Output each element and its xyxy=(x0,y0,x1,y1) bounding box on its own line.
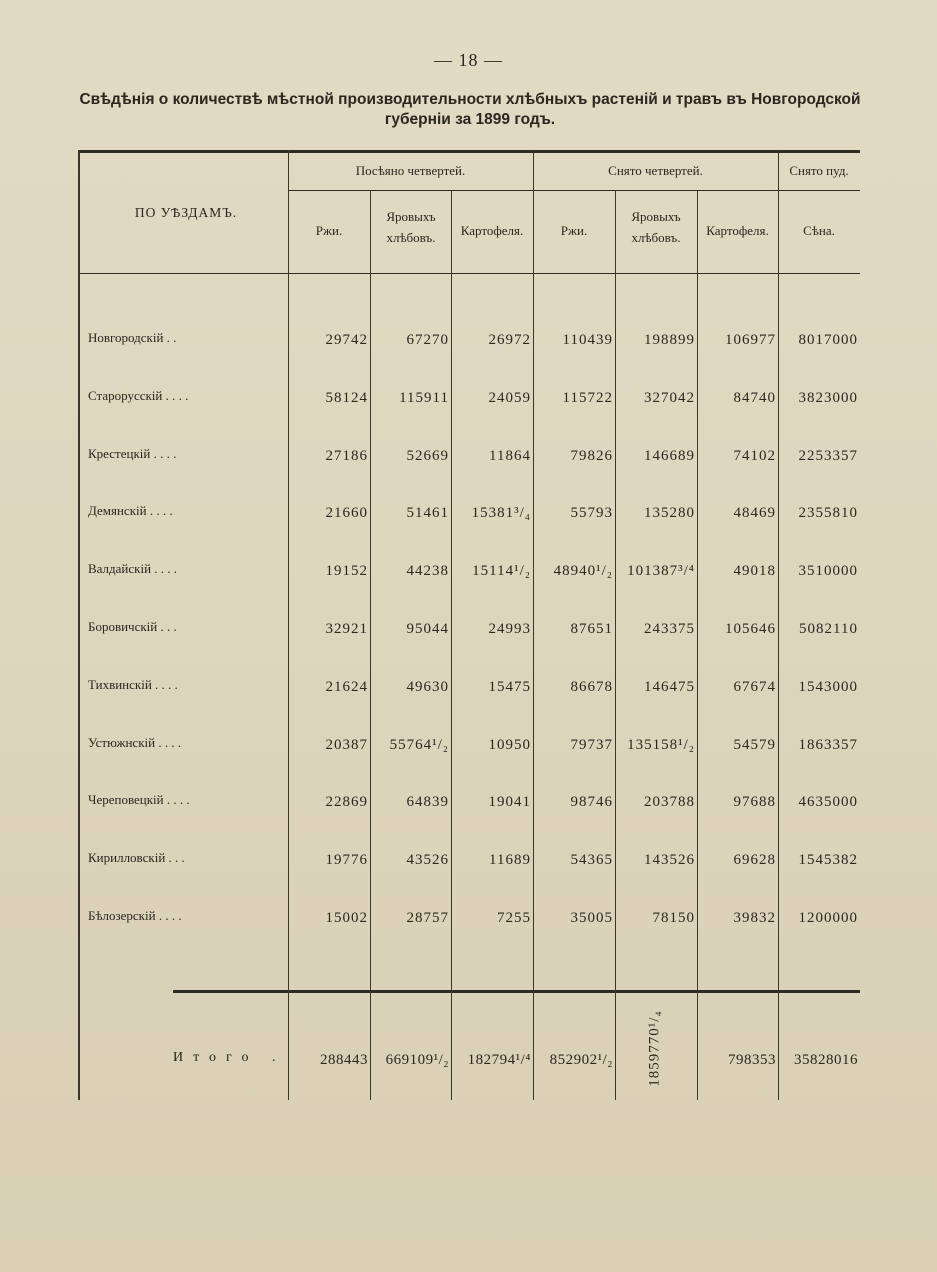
table-cell: 22869 xyxy=(325,794,368,811)
title-line-1: Свѣдѣнія о количествѣ мѣстной производительности хлѣбныхъ растеній и травъ въ Новгородской xyxy=(79,91,861,108)
table-cell: 11689 xyxy=(489,852,531,869)
table-cell: 27186 xyxy=(325,447,368,464)
table-cell: 115722 xyxy=(562,389,613,406)
table-cell: 26972 xyxy=(488,332,531,348)
table-cell: 84740 xyxy=(733,389,776,406)
group-header-rule xyxy=(288,190,860,191)
table-cell: 78150 xyxy=(652,910,695,926)
col-header-potato-harvested: Картофеля. xyxy=(706,223,769,238)
table-cell: 54365 xyxy=(570,852,613,869)
table-cell: 48940¹/₂ xyxy=(553,563,613,580)
table-cell: 97688 xyxy=(733,794,776,811)
district-name: Старорусскій . . . . xyxy=(88,387,189,403)
group-header-hay: Снято пуд. xyxy=(789,163,849,178)
page-title xyxy=(60,90,880,130)
district-name: Тихвинскій . . . . xyxy=(88,676,178,692)
table-cell: 3510000 xyxy=(798,563,858,580)
table-cell: 43526 xyxy=(406,852,449,869)
table-cell: 1200000 xyxy=(798,910,858,926)
total-label: Итого . xyxy=(173,1050,286,1065)
table-cell: 10950 xyxy=(488,736,531,753)
table-cell: 39832 xyxy=(733,910,776,926)
district-name: Демянскій . . . . xyxy=(88,503,173,519)
total-cell: 852902¹/₂ xyxy=(549,1052,613,1068)
col-header-rye-sown: Ржи. xyxy=(315,223,343,238)
table-cell: 67674 xyxy=(733,678,776,695)
table-cell: 2355810 xyxy=(798,505,858,522)
table-cell: 24059 xyxy=(488,389,531,406)
table-cell: 8017000 xyxy=(798,332,858,348)
total-cell: 1859770¹/₄ xyxy=(646,1010,663,1087)
table-cell: 105646 xyxy=(725,621,776,637)
table-cell: 79826 xyxy=(570,447,613,464)
table-cell: 143526 xyxy=(644,852,695,869)
table-cell: 4635000 xyxy=(798,794,858,811)
col-header-spring-harvested: Яровыхъ хлѣбовъ. xyxy=(631,209,681,245)
col-header-hay: Сѣна. xyxy=(803,223,835,238)
district-name: Устюжнскій . . . . xyxy=(88,734,182,750)
table-cell: 54579 xyxy=(733,736,776,753)
district-name: Бѣлозерскій . . . . xyxy=(88,908,182,923)
header-bottom-rule xyxy=(78,273,860,274)
table-cell: 86678 xyxy=(570,678,613,695)
table-top-rule xyxy=(78,150,860,153)
table-cell: 5082110 xyxy=(799,621,858,637)
table-cell: 243375 xyxy=(644,621,695,637)
table-cell: 28757 xyxy=(406,910,449,926)
table-cell: 146475 xyxy=(644,678,695,695)
table-cell: 51461 xyxy=(406,505,449,522)
table-left-rule xyxy=(78,150,80,1100)
table-cell: 2253357 xyxy=(798,447,858,464)
table-cell: 20387 xyxy=(325,736,368,753)
table-cell: 98746 xyxy=(570,794,613,811)
table-cell: 115911 xyxy=(399,389,449,406)
district-name: Новгородскій . . xyxy=(88,330,177,345)
col-header-rye-harvested: Ржи. xyxy=(560,223,588,238)
total-cell: 182794¹/⁴ xyxy=(467,1052,531,1068)
table-cell: 44238 xyxy=(406,563,449,580)
table-cell: 19776 xyxy=(325,852,368,869)
group-header-sown: Посѣяно четвертей. xyxy=(355,163,466,178)
table-cell: 327042 xyxy=(644,389,695,406)
total-cell: 669109¹/₂ xyxy=(385,1052,449,1068)
table-cell: 135280 xyxy=(644,505,695,522)
table-cell: 55793 xyxy=(570,505,613,522)
table-cell: 49630 xyxy=(406,678,449,695)
group-header-harvested: Снято четвертей. xyxy=(608,163,703,178)
table-cell: 52669 xyxy=(406,447,449,464)
table-cell: 1545382 xyxy=(798,852,858,869)
district-name: Крестецкій . . . . xyxy=(88,445,177,461)
total-cell: 288443 xyxy=(320,1052,368,1068)
table-cell: 87651 xyxy=(570,621,613,637)
table-cell: 67270 xyxy=(406,332,449,348)
table-cell: 55764¹/₂ xyxy=(389,736,449,753)
table-cell: 74102 xyxy=(733,447,776,464)
total-cell: 35828016 xyxy=(794,1052,858,1068)
table-cell: 95044 xyxy=(406,621,449,637)
district-header: ПО УѢЗДАМЪ. xyxy=(134,205,238,220)
col-rule xyxy=(615,190,616,1100)
district-name: Череповецкій . . . . xyxy=(88,792,190,808)
table-cell: 58124 xyxy=(325,389,368,406)
table-cell: 110439 xyxy=(562,332,613,348)
table-cell: 198899 xyxy=(644,332,695,348)
table-cell: 15114¹/₂ xyxy=(472,563,531,580)
table-cell: 35005 xyxy=(570,910,613,926)
table-cell: 79737 xyxy=(570,736,613,753)
table-cell: 1863357 xyxy=(798,736,858,753)
table-cell: 32921 xyxy=(325,621,368,637)
district-name: Боровичскій . . . xyxy=(88,619,177,634)
table-cell: 24993 xyxy=(488,621,531,637)
district-name: Кирилловскій . . . xyxy=(88,850,185,866)
table-cell: 135158¹/₂ xyxy=(627,736,695,753)
col-header-spring-sown: Яровыхъ хлѣбовъ. xyxy=(386,209,436,245)
table-cell: 19041 xyxy=(488,794,531,811)
table-cell: 1543000 xyxy=(798,678,858,695)
table-cell: 3823000 xyxy=(798,389,858,406)
table-cell: 29742 xyxy=(325,332,368,348)
table-cell: 101387³/⁴ xyxy=(627,563,695,580)
table-cell: 7255 xyxy=(497,910,531,926)
table-cell: 11864 xyxy=(489,447,531,464)
table-cell: 15381³/₄ xyxy=(471,505,531,522)
total-top-rule xyxy=(173,990,860,993)
col-rule xyxy=(370,190,371,1100)
page-number: — 18 — xyxy=(434,50,503,70)
table-cell: 15002 xyxy=(325,910,368,926)
title-line-2: губерніи за 1899 годъ. xyxy=(384,111,556,128)
district-name: Валдайскій . . . . xyxy=(88,561,178,577)
col-rule xyxy=(451,190,452,1100)
table-cell: 69628 xyxy=(733,852,776,869)
table-cell: 48469 xyxy=(733,505,776,522)
table-cell: 64839 xyxy=(406,794,449,811)
col-rule xyxy=(697,190,698,1100)
table-cell: 146689 xyxy=(644,447,695,464)
statistics-table xyxy=(78,150,860,1100)
total-cell: 798353 xyxy=(728,1052,776,1068)
table-cell: 21660 xyxy=(325,505,368,522)
col-header-potato-sown: Картофеля. xyxy=(460,223,524,238)
table-cell: 21624 xyxy=(325,678,368,695)
table-cell: 19152 xyxy=(325,563,368,580)
table-cell: 15475 xyxy=(488,678,531,695)
table-cell: 49018 xyxy=(733,563,776,580)
table-cell: 106977 xyxy=(725,332,776,348)
table-cell: 203788 xyxy=(644,794,695,811)
